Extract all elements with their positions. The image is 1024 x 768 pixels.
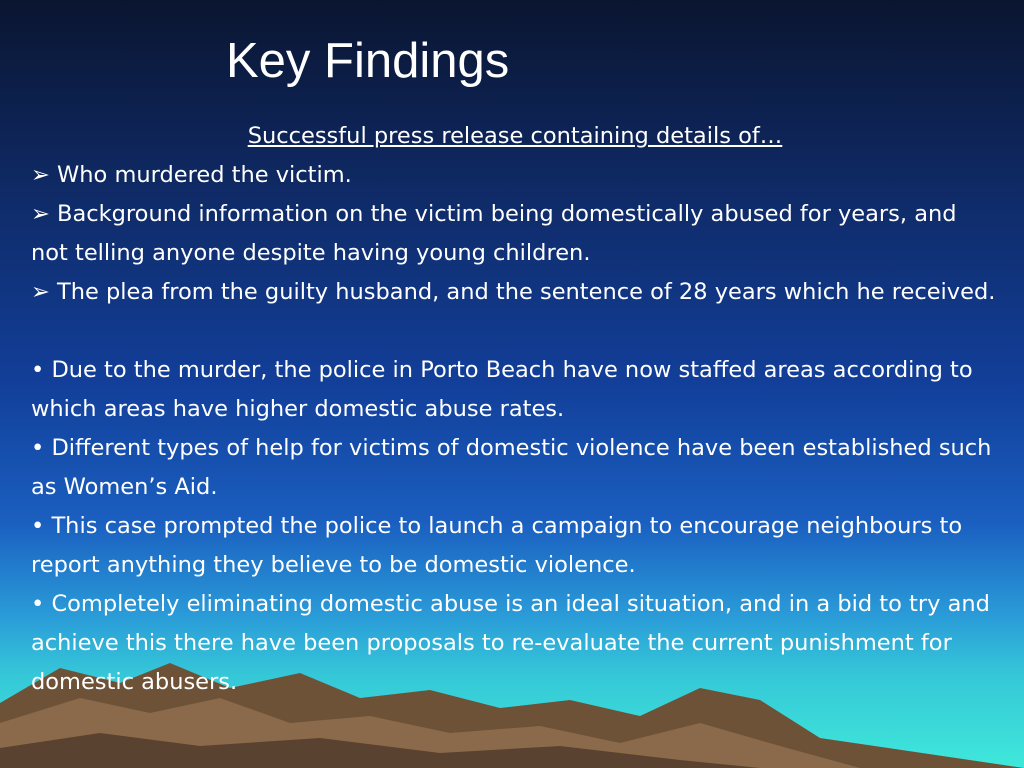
- bullet-icon: •: [31, 513, 45, 539]
- bullet-icon: •: [31, 591, 45, 617]
- bullet-point: [31, 507, 999, 585]
- bullet-point-text: Completely eliminating domestic abuse is an ideal situation, and in a bid to try and achieve this there have been proposals to re-evaluate the current punishment for domestic abusers.: [31, 591, 990, 695]
- arrow-point-text: Background information on the victim being domestically abused for years, and not telling anyone despite having young children.: [31, 201, 957, 266]
- arrow-point: [31, 195, 999, 273]
- arrow-bullet-icon: ➢: [31, 201, 50, 227]
- slide-subtitle: Successful press release containing details of…: [247, 123, 783, 149]
- bullet-point: [31, 351, 999, 429]
- arrow-point-text: The plea from the guilty husband, and the sentence of 28 years which he received.: [57, 279, 996, 305]
- spacer: [31, 312, 999, 351]
- bullet-point: [31, 585, 999, 702]
- bullet-point-text: Different types of help for victims of domestic violence have been established such as Women’s Aid.: [31, 435, 992, 500]
- bullet-point: [31, 429, 999, 507]
- bullet-icon: •: [31, 357, 45, 383]
- arrow-point-text: Who murdered the victim.: [57, 162, 352, 188]
- arrow-bullet-icon: ➢: [31, 279, 50, 305]
- bullet-point-text: Due to the murder, the police in Porto Beach have now staffed areas according to which areas have higher domestic abuse rates.: [31, 357, 973, 422]
- slide-title: Key Findings: [226, 34, 510, 88]
- arrow-point: [31, 273, 999, 312]
- bullet-point-text: This case prompted the police to launch a campaign to encourage neighbours to report anything they believe to be domestic violence.: [31, 513, 963, 578]
- arrow-point: [31, 156, 999, 195]
- bullet-icon: •: [31, 435, 45, 461]
- arrow-bullet-icon: ➢: [31, 162, 50, 188]
- slide-content: [31, 117, 999, 702]
